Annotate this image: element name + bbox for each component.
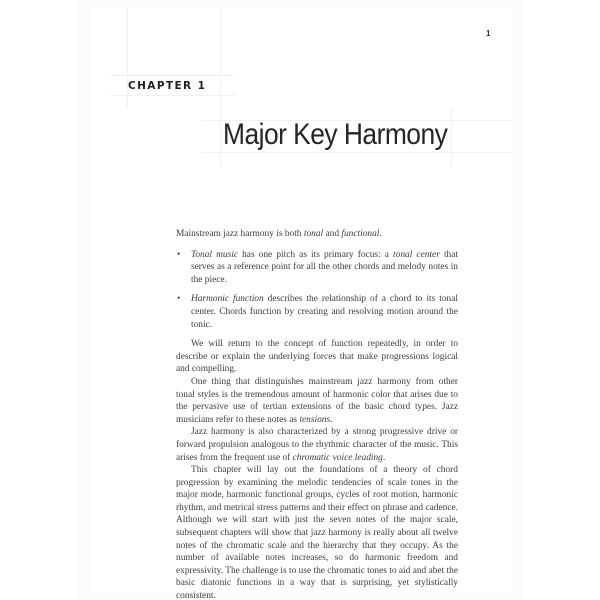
text-run: Jazz harmony is also characterized by a strong progressive drive or forward propulsion analogous to the rhythmic character of the music. This arises from the frequent use of (176, 427, 458, 463)
text-run: One thing that distinguishes mainstream jazz harmony from other tonal styles is the tremendous amount of harmonic color that arises due to the pervasive use of tertian extensions of the basic chord types. Jazz musicians refer to these notes as (176, 376, 458, 425)
term-tensions: tensions (299, 414, 331, 425)
list-item (176, 293, 458, 331)
text-run: that serves as a reference point for all the other chords and melody notes in the piece. (191, 249, 458, 285)
text-run: . (330, 414, 333, 425)
guide-line (127, 8, 128, 108)
bullet-icon: • (177, 249, 181, 260)
term-functional: functional (341, 229, 380, 239)
guide-line (110, 95, 235, 96)
chapter-title: Major Key Harmony (223, 118, 448, 151)
term-tonal-music: Tonal music (191, 249, 238, 260)
paragraph (176, 338, 458, 376)
text-run: This chapter will lay out the foundations of a theory of chord progression by examining the melodic tendencies of scale tones in the major mode, harmonic functional groups, cycles of root motion, harmonic rhythm, and metrical stress patterns and their effect on phrase and cadence. Although we will start with just the seven notes of the major scale, subsequent chapters will show that jazz harmony is really about all twelve notes of the chromatic scale and the hierarchy that they occupy. As the number of available notes increases, so do harmonic freedom and expressivity. The challenge is to use the chromatic tones to aid and abet the basic diatonic functions in a way that is surprising, yet stylistically consistent. (176, 465, 458, 600)
bullet-icon: • (177, 294, 181, 305)
paragraph (176, 464, 458, 600)
guide-line (220, 8, 221, 168)
chapter-label: CHAPTER 1 (128, 80, 207, 92)
text-run: . (379, 229, 382, 239)
definition-list (176, 249, 458, 332)
list-item (176, 249, 458, 287)
term-tonal-center: tonal center (393, 249, 440, 260)
guide-line (202, 152, 512, 153)
body-text (176, 228, 458, 600)
text-run: describes the relationship of a chord to its tonal center. Chords function by creating and resolving motion around the tonic. (191, 294, 458, 330)
term-chromatic-voice-leading: chromatic voice leading (292, 452, 383, 463)
text-run: has one pitch as its primary focus: a (238, 249, 394, 260)
guide-line (110, 75, 235, 76)
text-run: and (323, 229, 342, 239)
term-harmonic-function: Harmonic function (191, 294, 264, 305)
term-tonal: tonal (303, 229, 324, 239)
text-run: Mainstream jazz harmony is both (176, 229, 304, 239)
text-run: . (382, 452, 386, 463)
paragraph (176, 426, 458, 464)
text-run: We will return to the concept of function repeatedly, in order to describe or explain the underlying forces that make progressions logical and compelling. (176, 339, 458, 375)
paragraph (176, 376, 458, 426)
intro-paragraph (176, 228, 458, 241)
page-number: 1 (486, 29, 491, 38)
guide-line (451, 108, 452, 168)
